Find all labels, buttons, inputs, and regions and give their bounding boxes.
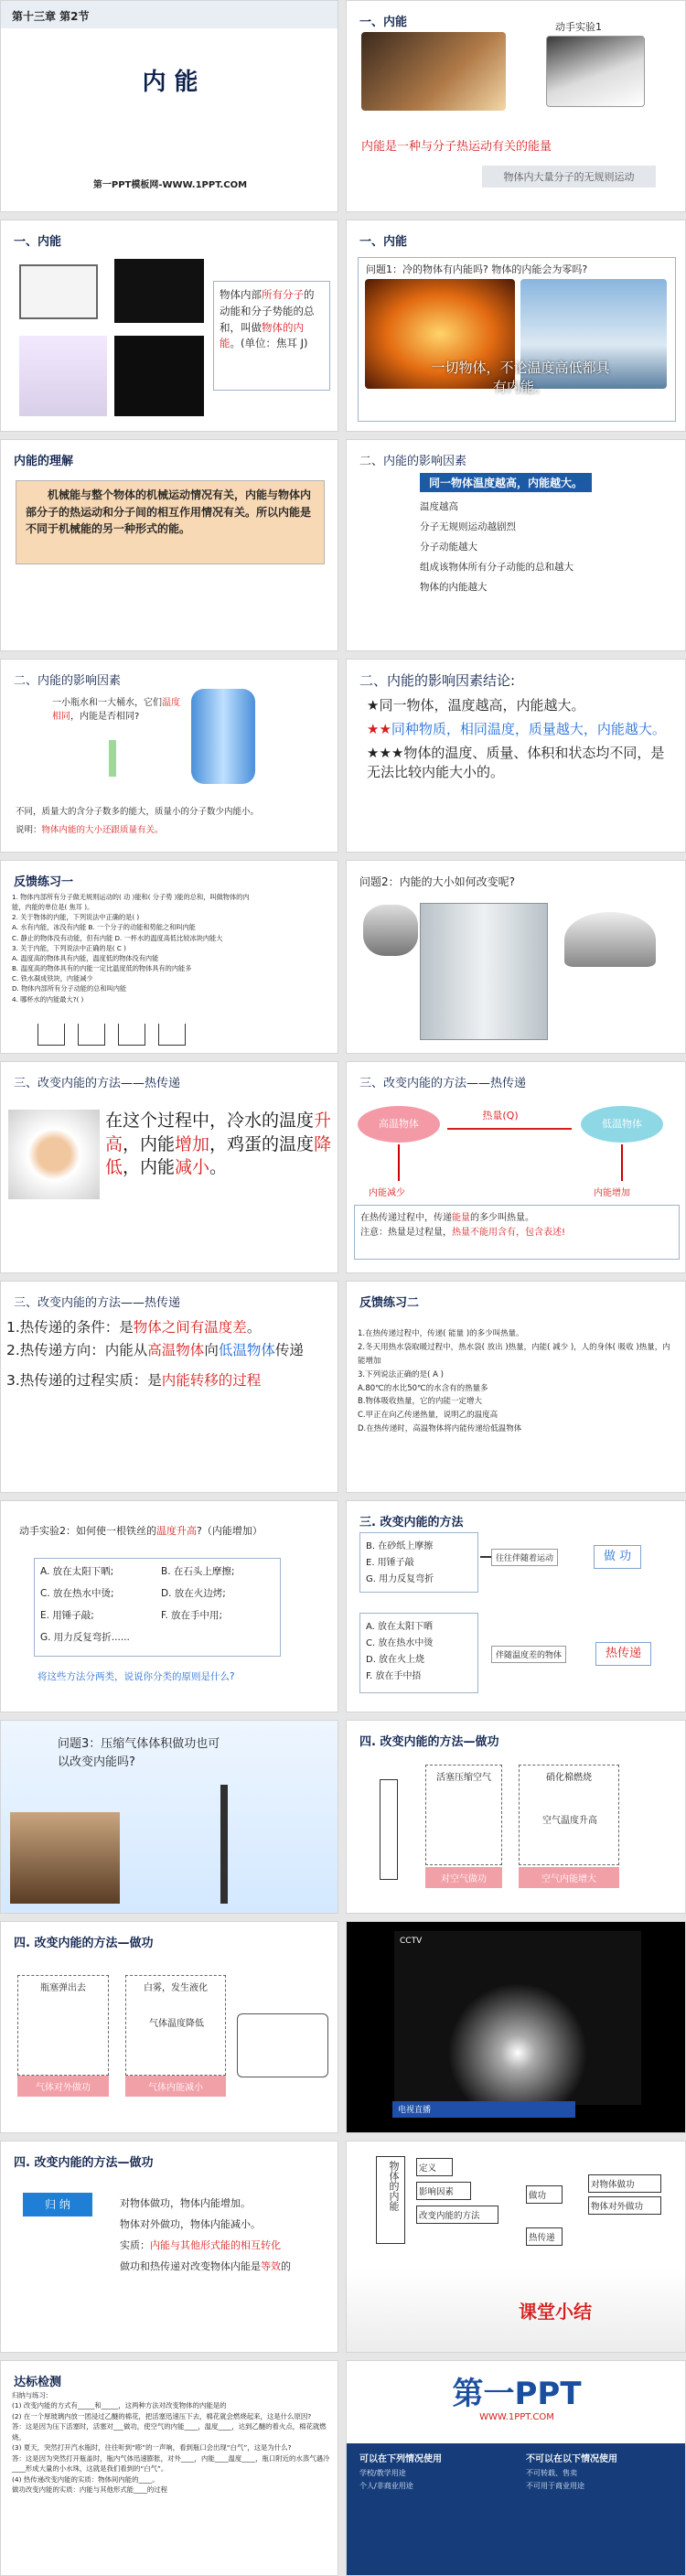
eraser-photo bbox=[546, 36, 645, 107]
factor-item: 组成该物体所有分子动能的总和越大 bbox=[420, 562, 573, 574]
answer-text: 不同，质量大的含分子数多的能大，质量小的分子数少内能小。 bbox=[16, 807, 260, 817]
temp-rise-text: 空气温度升高 bbox=[542, 1816, 597, 1826]
conclusion-2: ★★同种物质，相同温度，质量越大，内能越大。 bbox=[367, 720, 666, 737]
chapter-label: 第十三章 第2节 bbox=[12, 10, 90, 23]
slide-question-3 bbox=[0, 1720, 338, 1914]
node-factors: 影响因素 bbox=[416, 2182, 471, 2200]
slide-main-title: 内 能 bbox=[142, 69, 198, 96]
factor-list bbox=[420, 497, 621, 597]
egg-bowl-image bbox=[8, 1110, 100, 1199]
question-box: 问题1：冷的物体有内能吗? 物体的内能会为零吗? bbox=[358, 257, 676, 422]
channel-logo: CCTV bbox=[400, 1937, 423, 1946]
factor-item: 分子动能越大 bbox=[420, 542, 477, 553]
slide-heading: 三、改变内能的方法——热传递 bbox=[359, 1077, 527, 1090]
node-methods: 改变内能的方法 bbox=[416, 2206, 498, 2224]
note-box: 物体内大量分子的无规则运动 bbox=[482, 166, 656, 188]
heat-result: 热传递 bbox=[595, 1642, 651, 1666]
increase-label: 内能增加 bbox=[594, 1188, 630, 1198]
cold-line bbox=[621, 1144, 623, 1181]
gas-work-label: 气体对外做功 bbox=[17, 2076, 109, 2097]
pot-image bbox=[564, 912, 656, 967]
understanding-text: 机械能与整个物体的机械运动情况有关，内能与物体内部分子的热运动和分子间的相互作用情况有关。所以内能是不同于机械能的另一种形式的能。 bbox=[16, 480, 325, 564]
slide-heading: 一、内能 bbox=[359, 16, 408, 29]
slide-experiment-2 bbox=[0, 1500, 338, 1712]
slide-work-2 bbox=[0, 1921, 338, 2133]
pen-background bbox=[347, 2270, 686, 2353]
conclusion-1: ★同一物体，温度越高，内能越大。 bbox=[367, 697, 585, 714]
hot-line bbox=[398, 1144, 400, 1181]
summary-list: 对物体做功，物体内能增加。 物体对外做功，物体内能减小。 实质：内能与其他形式能的相互转化 做功和热传递对改变物体内能是等效的 bbox=[120, 2197, 291, 2273]
question-text: 问题3：压缩气体体积做功也可以改变内能吗? bbox=[58, 1737, 220, 1769]
particle-image bbox=[114, 259, 204, 323]
group1-mechanism: 往往伴随着运动 bbox=[491, 1549, 558, 1566]
slide-heading: 动手实验2：如何使一根铁丝的温度升高?（内能增加） bbox=[19, 1525, 263, 1537]
temp-drop-text: 气体温度降低 bbox=[149, 2019, 204, 2029]
slide-internal-energy-3 bbox=[346, 220, 686, 432]
banner: 同一物体温度越高，内能越大。 bbox=[420, 473, 592, 492]
energy-increase-label: 空气内能增大 bbox=[519, 1867, 619, 1888]
wood-sawing-image bbox=[10, 1812, 120, 1904]
slide-exercise-2 bbox=[346, 1281, 686, 1493]
process-text: 在这个过程中，冷水的温度升高，内能增加，鸡蛋的温度降低，内能减小。 bbox=[105, 1111, 332, 1178]
slide-heading: 反馈练习二 bbox=[359, 1296, 420, 1310]
slide-internal-energy-1 bbox=[346, 0, 686, 212]
pump-image bbox=[220, 1785, 228, 1904]
slide-heading: 一、内能 bbox=[359, 235, 408, 249]
slide-mindmap bbox=[346, 2141, 686, 2353]
slide-heading: 内能的理解 bbox=[14, 455, 74, 468]
cold-object: 低温物体 bbox=[581, 1106, 663, 1143]
node-heat: 热传递 bbox=[526, 2227, 563, 2246]
work-on-air-label: 对空气做功 bbox=[425, 1867, 502, 1888]
experiment-label: 动手实验1 bbox=[555, 21, 602, 33]
slide-title bbox=[0, 0, 338, 212]
slide-test bbox=[0, 2360, 338, 2576]
root-node: 物体的内能 bbox=[376, 2156, 405, 2244]
slide-heading: 三. 改变内能的方法 bbox=[359, 1516, 464, 1530]
definition-box: 物体内部所有分子的动能和分子势能的总和，叫做物体的内能。(单位：焦耳 J) bbox=[213, 281, 330, 391]
hot-object: 高温物体 bbox=[358, 1106, 440, 1143]
allowed-title: 可以在下列情况使用 bbox=[359, 2454, 442, 2464]
molecule-forces-image bbox=[114, 336, 204, 416]
site-label: 第一PPT模板网-WWW.1PPT.COM bbox=[92, 180, 248, 190]
definition-text: 内能是一种与分子热运动有关的能量 bbox=[361, 140, 552, 154]
slide-methods bbox=[346, 1500, 686, 1712]
question-text: 问题2：内能的大小如何改变呢? bbox=[359, 875, 516, 888]
beaker-row bbox=[38, 1024, 202, 1047]
factor-item: 物体的内能越大 bbox=[420, 582, 488, 594]
bottle-pump-sketch bbox=[237, 2013, 328, 2077]
slide-heading: 三、改变内能的方法——热传递 bbox=[14, 1077, 181, 1090]
node-work-by: 物体对外做功 bbox=[588, 2196, 661, 2215]
video-frame[interactable] bbox=[394, 1931, 641, 2105]
brand-url: WWW.1PPT.COM bbox=[479, 2412, 554, 2422]
slide-heading: 三、改变内能的方法——热传递 bbox=[14, 1296, 181, 1310]
slide-exercise-1 bbox=[0, 860, 338, 1054]
node-work-on: 对物体做功 bbox=[588, 2174, 661, 2193]
slide-internal-energy-2 bbox=[0, 220, 338, 432]
node-work: 做功 bbox=[526, 2185, 563, 2204]
cork-text: 瓶塞弹出去 bbox=[17, 1975, 109, 2076]
ignite-text: 硝化棉燃烧 bbox=[519, 1765, 619, 1865]
slide-understanding bbox=[0, 439, 338, 651]
slide-heading: 二、内能的影响因素结论: bbox=[359, 672, 516, 689]
slide-work-1 bbox=[346, 1720, 686, 1914]
girl-photo bbox=[361, 32, 506, 111]
slide-conclusion bbox=[346, 659, 686, 853]
small-bottle-image bbox=[109, 740, 116, 777]
decrease-label: 内能减少 bbox=[369, 1188, 405, 1198]
question-bubble: 一小瓶水和一大桶水，它们温度相同，内能是否相同? bbox=[52, 698, 180, 722]
slide-question-2 bbox=[346, 860, 686, 1054]
node-definition: 定义 bbox=[416, 2158, 453, 2176]
slide-credits bbox=[346, 2360, 686, 2576]
slide-heading: 二、内能的影响因素 bbox=[14, 674, 122, 688]
conclusion-3: ★★★物体的温度、质量、体积和状态均不同，是无法比较内能大小的。 bbox=[367, 744, 665, 781]
slide-heading: 一、内能 bbox=[14, 235, 62, 249]
slide-heading: 四. 改变内能的方法—做功 bbox=[14, 2156, 154, 2170]
disallowed-title: 不可以在以下情况使用 bbox=[526, 2454, 617, 2464]
work-result: 做 功 bbox=[594, 1545, 641, 1569]
classify-question: 将这些方法分两类，说说你分类的原则是什么? bbox=[38, 1671, 235, 1682]
heat-group: A. 放在太阳下晒 C. 放在热水中烫 D. 放在火上烧 F. 放在手中捂 bbox=[359, 1613, 478, 1693]
subtitle-bar: 电视直播 bbox=[392, 2101, 575, 2118]
slide-heading: 反馈练习一 bbox=[14, 875, 74, 889]
heat-label: 热量(Q) bbox=[482, 1110, 519, 1122]
slide-factors-1 bbox=[346, 439, 686, 651]
compress-text: 活塞压缩空气 bbox=[425, 1765, 502, 1865]
slide-video bbox=[346, 1921, 686, 2133]
slide-heading: 四. 改变内能的方法—做功 bbox=[359, 1735, 499, 1749]
slide-heat-transfer-1 bbox=[0, 1061, 338, 1273]
group2-mechanism: 伴随温度差的物体 bbox=[491, 1646, 566, 1663]
disallowed-list: 不可转载、售卖 不可用于商业用途 bbox=[526, 2469, 584, 2491]
note-box: 在热传递过程中，传递能量的多少叫热量。 注意：热量是过程量，热量不能用含有，包含表述! bbox=[354, 1205, 680, 1260]
factor-item: 分子无规则运动越剧烈 bbox=[420, 521, 516, 533]
mist-text: 白雾，发生液化 bbox=[125, 1975, 226, 2076]
slide-heat-transfer-3 bbox=[0, 1281, 338, 1493]
exercise-list: 1. 物体内部所有分子做无规则运动的( 动 )能和( 分子势 )能的总和，叫做物体的内 能，内能的单位是( 焦耳 )。 2. 关于物体的内能，下列说法中正确的是( ) A. 水有内能，冰没有内能 B. 一个分子的动能和势能之和叫内能 C. 静止的物体没有动能，但有内能 D. 一杯水的温度高低比较冰块内能大 3. 关于内能，下列说法中正确的是( C ) A. 温度高的物体具有内能，温度低的物体没有内能 B. 温度高的物体具有的内能一定比温度低的物体具有的内能多 C. 铁水凝成铁块，内能减少 D. 物体内部所有分子动能的总和叫内能 4. 哪杯水的内能最大?( ) bbox=[12, 893, 250, 1004]
exercise-list: 1.在热传递过程中，传递( 能量 )的多少叫热量。 2.冬天用热水袋取暖过程中，热水袋( 放出 )热量，内能( 减少 )，人的身体( 吸收 )热量，内能增加 3.下列说法正确的是( A ) A.80℃的水比50℃的水含有的热量多 B.物体吸收热量，它的内能一定增大 C.甲正在向乙传递热量，说明乙的温度高 D.在热传递时，高温物体将内能传递给低温物体 bbox=[358, 1329, 670, 1434]
water-barrel-image bbox=[191, 689, 255, 784]
answer-text: 一切物体，不论温度高低都具有内能。 bbox=[431, 360, 610, 395]
piston-cylinder-image bbox=[380, 1779, 398, 1880]
slide-factors-2 bbox=[0, 659, 338, 853]
brand-logo: 第一PPT bbox=[452, 2376, 582, 2412]
friction-group: B. 在砂纸上摩擦 E. 用锤子敲 G. 用力反复弯折 bbox=[359, 1532, 478, 1593]
tug-of-war-image bbox=[19, 336, 107, 416]
heat-arrow bbox=[447, 1128, 572, 1130]
kettle-image bbox=[363, 905, 418, 956]
energy-decrease-label: 气体内能减小 bbox=[125, 2076, 226, 2097]
test-list: 归纳与练习: (1) 改变内能的方式有_____和_____，这两种方法对改变物体的内能是的 (2) 在一个厚玻璃内放一团浸过乙醚的棉花，把活塞迅速压下去，棉花就会燃烧起来，这是什么原因? 答：这是因为压下活塞时，活塞对___做功，使空气的内能____，温度____，达到乙醚的着火点，棉花就燃烧。 (3) 夏天，突然打开汽水瓶时，往往听到“嘭”的一声响，看到瓶口会出现“白气”，这是为什么? 答：这是因为突然打开瓶盖时，瓶内气体迅速膨胀，对外____，内能____温度____，瓶口附近的水蒸气遇冷____形成大量的小水珠，这就是我们看到的“白气”。 (4) 热传递改变内能的实质：物体间内能的____。 做功改变内能的实质：内能与其他形式能____的过程 bbox=[12, 2391, 330, 2495]
fridge-image bbox=[420, 903, 548, 1040]
note-text: 说明：物体内能的大小还跟质量有关。 bbox=[16, 825, 164, 835]
slide-heading: 四. 改变内能的方法—做功 bbox=[14, 1937, 154, 1950]
factor-item: 温度越高 bbox=[420, 501, 458, 512]
rules-text: 1.热传递的条件：是物体之间有温度差。 2.热传递方向：内能从高温物体向低温物体传递 3.热传递的过程实质：是内能转移的过程 bbox=[6, 1319, 304, 1389]
molecule-sketch bbox=[19, 264, 98, 319]
slide-heading: 达标检测 bbox=[14, 2376, 62, 2389]
conclusion-list bbox=[367, 696, 678, 783]
slide-heat-transfer-2 bbox=[346, 1061, 686, 1273]
method-options: A. 放在太阳下晒; B. 在石头上摩擦; C. 放在热水中烫; D. 放在火边烤; E. 用锤子敲; F. 放在手中用; G. 用力反复弯折...... bbox=[34, 1558, 281, 1657]
summary-tag: 归 纳 bbox=[23, 2193, 92, 2216]
group1-arrow bbox=[480, 1556, 491, 1558]
summary-title: 课堂小结 bbox=[519, 2301, 592, 2323]
allowed-list: 学校/教学用途 个人/非商业用途 bbox=[359, 2469, 413, 2491]
slide-heading: 二、内能的影响因素 bbox=[359, 455, 467, 468]
slide-summary-work bbox=[0, 2141, 338, 2353]
